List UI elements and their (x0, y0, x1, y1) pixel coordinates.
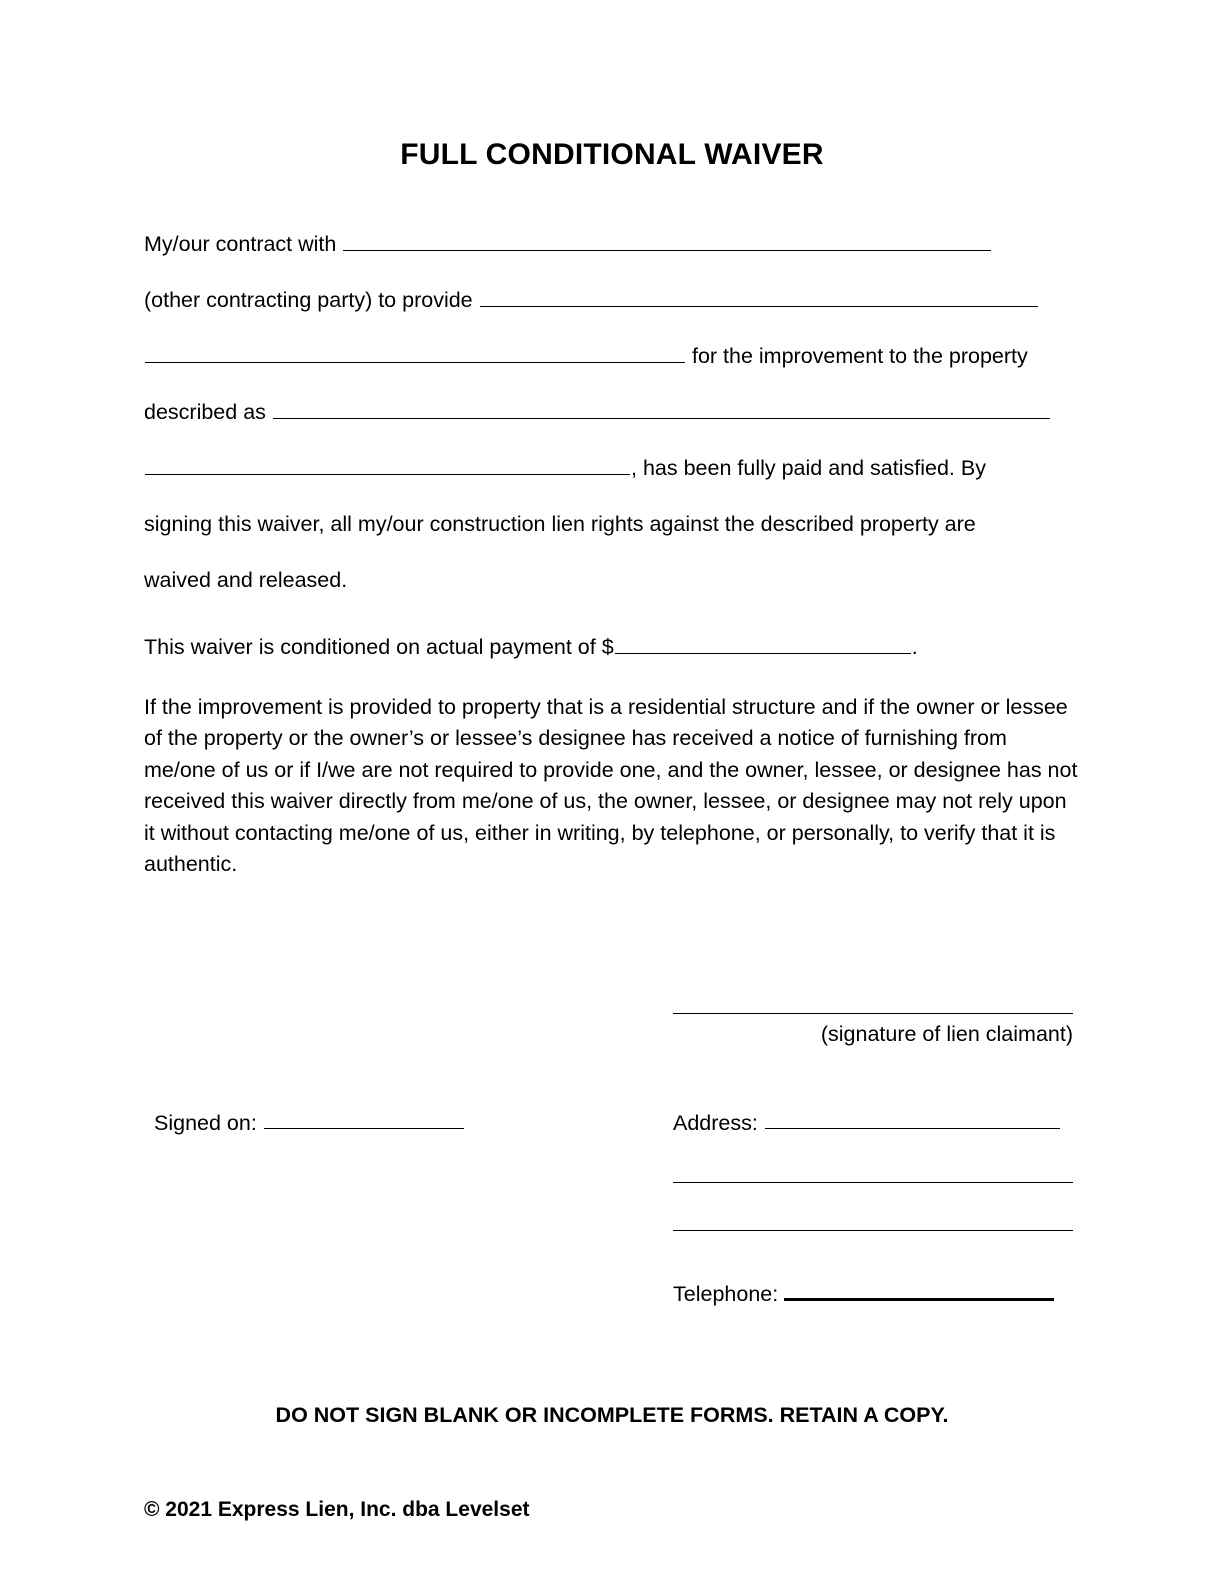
described-as-label: described as (144, 400, 272, 424)
payment-condition-line (144, 632, 1080, 664)
contract-with-line (144, 216, 1080, 272)
described-continuation-line (144, 440, 1080, 496)
address-label: Address: (673, 1110, 764, 1135)
provide-label: (other contracting party) to provide (144, 288, 479, 312)
improvement-label: for the improvement to the property (686, 344, 1028, 368)
signed-on-field (144, 1109, 673, 1308)
warning-notice: DO NOT SIGN BLANK OR INCOMPLETE FORMS. RETAIN A COPY. (275, 1403, 949, 1428)
payment-period: . (911, 635, 918, 659)
address-blank-2[interactable] (673, 1182, 1073, 1183)
address-blank-1[interactable] (765, 1109, 1060, 1130)
signed-on-blank[interactable] (264, 1109, 464, 1130)
residential-structure-paragraph: If the improvement is provided to property that is a residential structure and if the owner or lessee of the property or the owner’s or lessee’s designee has received a notice of furnishing from me/one of us or if I/we are not required to provide one, and the owner, lessee, or designee has not received this waiver directly from me/one of us, the owner, lessee, or designee may not rely upon it without contacting me/one of us, either in writing, by telephone, or personally, to verify that it is authentic. (144, 694, 1078, 876)
described-blank-2[interactable] (145, 454, 630, 475)
described-as-line (144, 384, 1080, 440)
provide-line (144, 272, 1080, 328)
provide-blank-2[interactable] (145, 342, 685, 363)
provide-continuation-line (144, 328, 1080, 384)
fully-paid-label: , has been fully paid and satisfied. By (631, 456, 986, 480)
signature-area (0, 1013, 1224, 1047)
described-blank-1[interactable] (273, 398, 1050, 419)
signature-block (673, 1013, 1073, 1047)
address-blank-3[interactable] (673, 1230, 1073, 1231)
telephone-label: Telephone: (673, 1282, 785, 1307)
address-field (673, 1109, 1080, 1136)
provide-blank-1[interactable] (480, 286, 1038, 307)
copyright-footer: © 2021 Express Lien, Inc. dba Levelset (144, 1498, 530, 1521)
telephone-field (673, 1278, 1080, 1307)
payment-condition-label: This waiver is conditioned on actual payment of $ (144, 635, 614, 659)
contract-party-blank[interactable] (343, 230, 991, 251)
payment-amount-blank[interactable] (615, 633, 911, 654)
fields-row (0, 1109, 1224, 1308)
contract-with-label: My/our contract with (144, 232, 343, 256)
telephone-blank[interactable] (784, 1278, 1054, 1301)
signature-caption: (signature of lien claimant) (820, 1021, 1073, 1046)
waiver-rights-line: signing this waiver, all my/our construction lien rights against the described property are (144, 512, 976, 536)
signature-line[interactable] (673, 1013, 1073, 1014)
signed-on-label: Signed on: (154, 1110, 263, 1135)
form-body (0, 216, 1224, 881)
address-telephone-fields (673, 1109, 1080, 1308)
waived-released-line: waived and released. (144, 568, 348, 592)
page-title: FULL CONDITIONAL WAIVER (400, 138, 824, 171)
